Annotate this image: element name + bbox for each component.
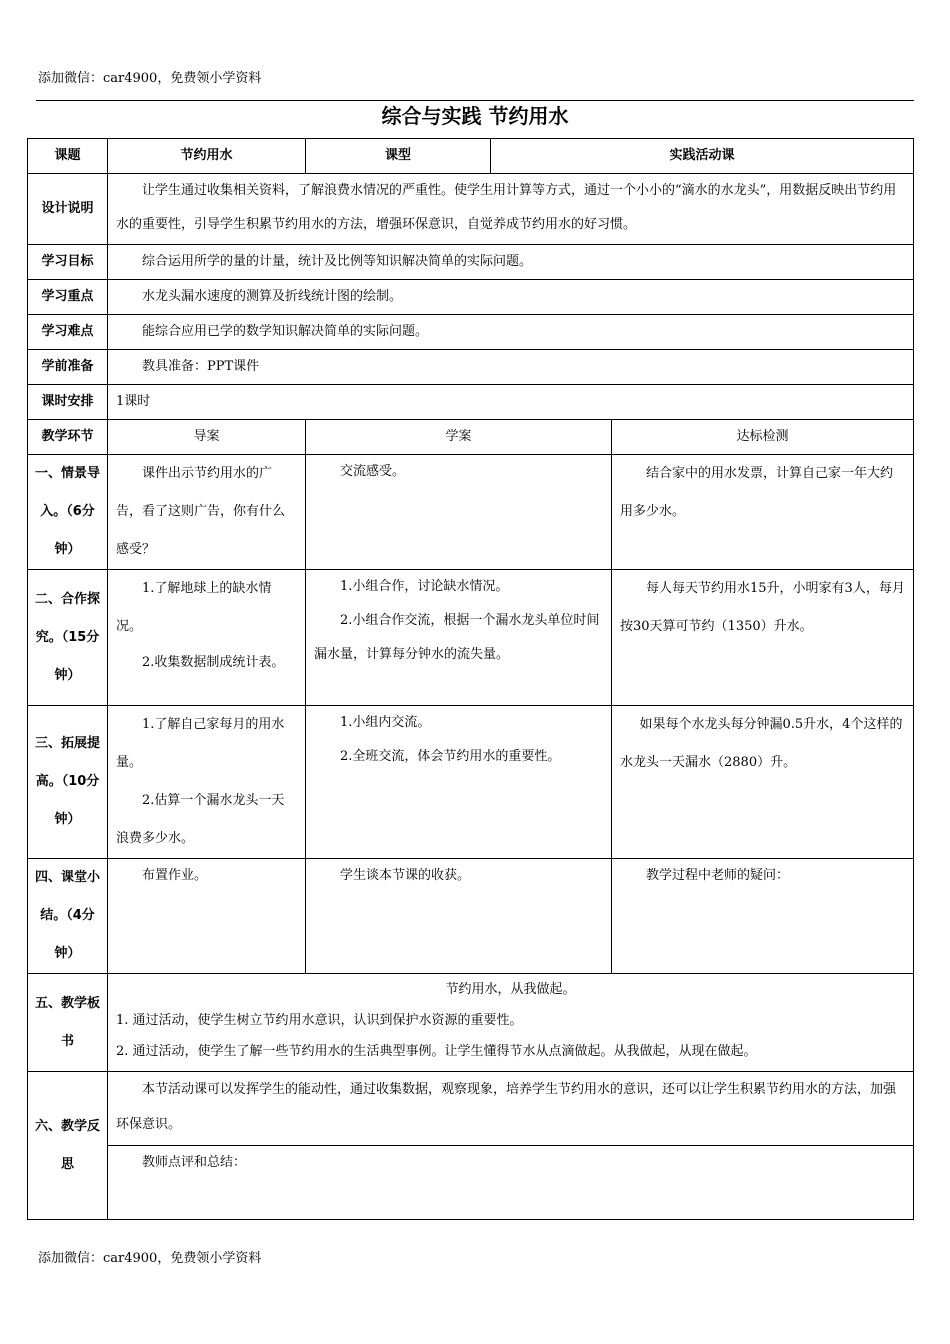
study-text: 学生谈本节课的收获。 <box>340 868 471 883</box>
page-title: 综合与实践 节约用水 <box>381 104 569 128</box>
guide-text: 2.收集数据制成统计表。 <box>142 655 285 670</box>
stage-row <box>28 706 914 859</box>
board-line: 1. 通过活动，使学生树立节约用水意识，认识到保护水资源的重要性。 <box>116 1013 523 1028</box>
stage-label: 一、情景导入。（6分钟） <box>28 455 108 570</box>
type-label: 课型 <box>306 139 491 174</box>
stage-label: 四、课堂小结。（4分钟） <box>28 859 108 974</box>
reflection-text: 本节活动课可以发挥学生的能动性，通过收集数据，观察现象，培养学生节约用水的意识，还可以让学生积累节约用水的方法，加强环保意识。 <box>116 1082 897 1132</box>
focus-label: 学习重点 <box>28 280 108 315</box>
hours-text: 1课时 <box>116 394 151 409</box>
focus-text: 水龙头漏水速度的测算及折线统计图的绘制。 <box>142 289 403 304</box>
test-text: 结合家中的用水发票，计算自己家一年大约用多少水。 <box>620 466 894 519</box>
board-row <box>28 974 914 1072</box>
reflection-label: 六、教学反思 <box>28 1072 108 1220</box>
design-text: 让学生通过收集相关资料，了解浪费水情况的严重性。使学生用计算等方式，通过一个小小的“滴水的水龙头”，用数据反映出节约用水的重要性，引导学生积累节约用水的方法，增强环保意识，自觉养成节约用水的好习惯。 <box>116 183 897 232</box>
test-header: 达标检测 <box>612 420 914 455</box>
lesson-plan-table <box>27 138 914 1220</box>
guide-text: 课件出示节约用水的广告，看了这则广告，你有什么感受？ <box>116 466 286 557</box>
guide-header: 导案 <box>108 420 306 455</box>
prep-text: 教具准备：PPT课件 <box>142 359 260 374</box>
focus-row <box>28 280 914 315</box>
study-text: 1.小组合作，讨论缺水情况。 <box>340 579 509 594</box>
study-text: 1.小组内交流。 <box>340 715 431 730</box>
difficulty-label: 学习难点 <box>28 315 108 350</box>
prep-label: 学前准备 <box>28 350 108 385</box>
info-row <box>28 139 914 174</box>
stage-row <box>28 570 914 706</box>
reflection-row <box>28 1072 914 1146</box>
guide-text: 1.了解自己家每月的用水量。 <box>116 717 285 770</box>
study-text: 2.全班交流，体会节约用水的重要性。 <box>340 749 561 764</box>
guide-text: 2.估算一个漏水龙头一天浪费多少水。 <box>116 793 285 846</box>
test-text: 每人每天节约用水15升，小明家有3人，每月按30天算可节约（1350）升水。 <box>620 581 905 634</box>
guide-text: 布置作业。 <box>142 868 208 883</box>
stage-header: 教学环节 <box>28 420 108 455</box>
board-heading: 节约用水，从我做起。 <box>445 982 576 997</box>
test-text: 如果每个水龙头每分钟漏0.5升水，4个这样的水龙头一天漏水（2880）升。 <box>620 717 903 770</box>
hours-row <box>28 385 914 420</box>
goal-text: 综合运用所学的量的计量，统计及比例等知识解决简单的实际问题。 <box>142 254 533 269</box>
stage-label: 二、合作探究。（15分钟） <box>28 570 108 706</box>
board-label: 五、教学板书 <box>28 974 108 1072</box>
process-header-row <box>28 420 914 455</box>
topic-value: 节约用水 <box>108 139 306 174</box>
guide-text: 1.了解地球上的缺水情况。 <box>116 581 272 634</box>
stage-label: 三、拓展提高。（10分钟） <box>28 706 108 859</box>
teacher-comment: 教师点评和总结： <box>142 1155 247 1170</box>
header-note: 添加微信：car4900，免费领小学资料 <box>38 71 262 86</box>
footer-note: 添加微信：car4900，免费领小学资料 <box>38 1251 262 1266</box>
topic-label: 课题 <box>28 139 108 174</box>
comment-row <box>28 1146 914 1220</box>
goal-label: 学习目标 <box>28 245 108 280</box>
difficulty-text: 能综合应用已学的数学知识解决简单的实际问题。 <box>142 324 429 339</box>
study-text: 交流感受。 <box>340 464 406 479</box>
prep-row <box>28 350 914 385</box>
test-text: 教学过程中老师的疑问： <box>646 868 790 883</box>
goal-row <box>28 245 914 280</box>
study-header: 学案 <box>306 420 612 455</box>
design-label: 设计说明 <box>28 174 108 245</box>
board-line: 2. 通过活动，使学生了解一些节约用水的生活典型事例。让学生懂得节水从点滴做起。从我做起，从现在做起。 <box>116 1044 757 1059</box>
stage-row <box>28 859 914 974</box>
study-text: 2.小组合作交流，根据一个漏水龙头单位时间漏水量，计算每分钟水的流失量。 <box>314 613 600 662</box>
type-value: 实践活动课 <box>491 139 914 174</box>
difficulty-row <box>28 315 914 350</box>
stage-row <box>28 455 914 570</box>
hours-label: 课时安排 <box>28 385 108 420</box>
design-row <box>28 174 914 245</box>
